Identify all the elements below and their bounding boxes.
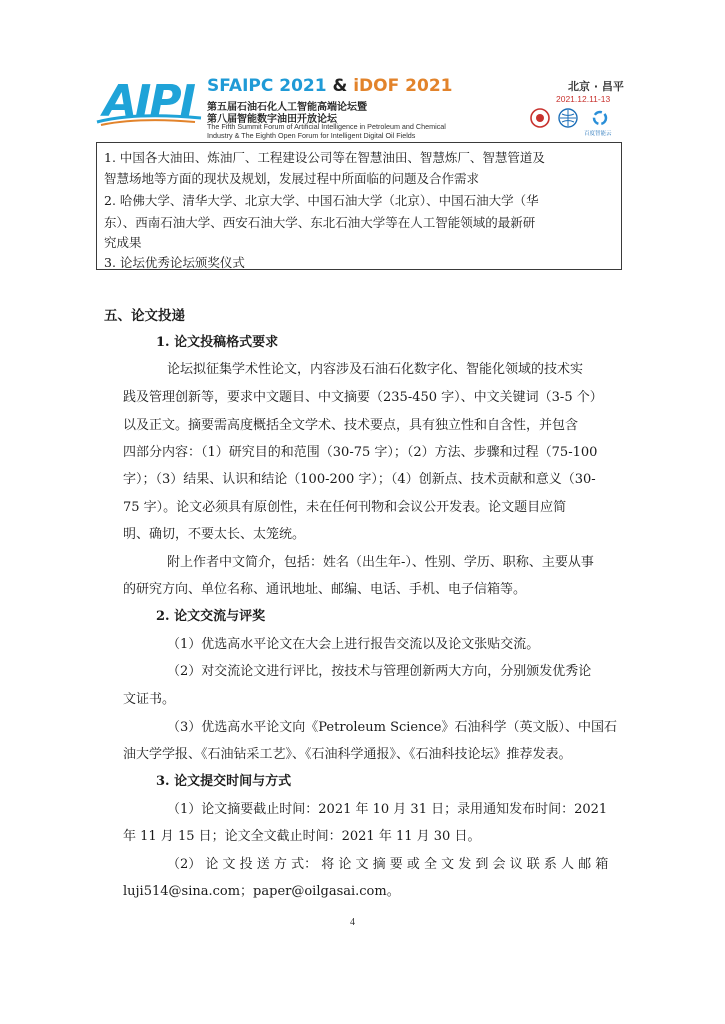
title-amp: & [332,76,348,96]
event-date: 2021.12.11-13 [556,94,611,104]
logo-swoosh-icon [95,110,203,126]
paragraph-line: 油大学学报、《石油钻采工艺》、《石油科学通报》、《石油科技论坛》推荐发表。 [123,747,572,762]
paragraph-line: （1）优选高水平论文在大会上进行报告交流以及论文张贴交流。 [167,637,540,652]
paragraph-line: 附上作者中文简介，包括：姓名（出生年-）、性别、学历、职称、主要从事 [167,555,594,570]
subsection-title-2: 2. 论文交流与评奖 [156,609,266,624]
subtitle-en-2: Industry & The Eighth Open Forum for Intelligent Digital Oil Fields [207,131,416,140]
section-heading: 五、论文投递 [104,308,185,324]
baidu-cloud-icon [590,108,610,128]
paragraph-line: 文证书。 [123,692,176,707]
topic-line: 究成果 [104,235,142,250]
paragraph-line: 践及管理创新等，要求中文题目、中文摘要（235-450 字）、中文关键词（3-5 个） [123,390,603,405]
aipi-logo [95,76,203,127]
sponsor-label: 百度智能云 [584,131,612,137]
page-number: 4 [350,917,355,928]
paragraph-line: 四部分内容：（1）研究目的和范围（30-75 字）；（2）方法、步骤和过程（75-100 [123,445,598,460]
sponsor-seal-icon [530,108,550,128]
paragraph-line: 论坛拟征集学术性论文，内容涉及石油石化数字化、智能化领域的技术实 [167,362,584,377]
paragraph-line: 的研究方向、单位名称、通讯地址、邮编、电话、手机、电子信箱等。 [123,582,527,597]
paragraph-line: 以及正文。摘要需高度概括全文学术、技术要点，具有独立性和自含性，并包含 [123,418,579,433]
paragraph-line: 字）；（3）结果、认识和结论（100-200 字）；（4）创新点、技术贡献和意义（30- [123,472,596,487]
paragraph-line: luji514@sina.com；paper@oilgasai.com。 [123,884,400,899]
title-idof: iDOF 2021 [353,76,453,96]
subtitle-cn-1: 第五届石油石化人工智能高端论坛暨 [207,102,367,113]
subsection-title-1: 1. 论文投稿格式要求 [156,335,279,350]
subsection-title-3: 3. 论文提交时间与方式 [156,774,292,789]
paragraph-line: （3）优选高水平论文向《Petroleum Science》石油科学（英文版）、中国石 [167,720,617,735]
logo-text: AIPI [103,76,195,127]
subtitle-cn-2: 第八届智能数字油田开放论坛 [207,114,337,125]
paragraph-line: （1）论文摘要截止时间：2021 年 10 月 31 日；录用通知发布时间：2021 [167,802,608,817]
paragraph-line: （2）对交流论文进行评比，按技术与管理创新两大方向，分别颁发优秀论 [167,664,592,679]
paragraph-line: （2） 论 文 投 送 方 式： 将 论 文 摘 要 或 全 文 发 到 会 议 联 系 人 邮 箱 [167,857,609,872]
conference-title [207,76,452,96]
subtitle-en-1: The Fifth Summit Forum of Artificial Intelligence in Petroleum and Chemical [207,122,446,131]
topic-line: 1. 中国各大油田、炼油厂、工程建设公司等在智慧油田、智慧炼厂、智慧管道及 [104,150,545,165]
venue-location: 北京 · 昌平 [568,80,624,93]
topic-line: 智慧场地等方面的现状及规划，发展过程中所面临的问题及合作需求 [104,171,480,186]
topic-line: 3. 论坛优秀论坛颁奖仪式 [104,255,245,270]
topic-line: 东）、西南石油大学、西安石油大学、东北石油大学等在人工智能领域的最新研 [104,215,536,230]
title-sfaipc: SFAIPC 2021 [207,76,327,96]
topic-line: 2. 哈佛大学、清华大学、北京大学、中国石油大学（北京）、中国石油大学（华 [104,193,539,208]
paragraph-line: 明、确切，不要太长、太笼统。 [123,527,306,542]
page-header [0,0,725,140]
paragraph-line: 75 字）。论文必须具有原创性，未在任何刊物和会议公开发表。论文题目应简 [123,500,567,515]
paragraph-line: 年 11 月 15 日；论文全文截止时间：2021 年 11 月 30 日。 [123,829,481,844]
sponsor-globe-icon [558,108,578,128]
